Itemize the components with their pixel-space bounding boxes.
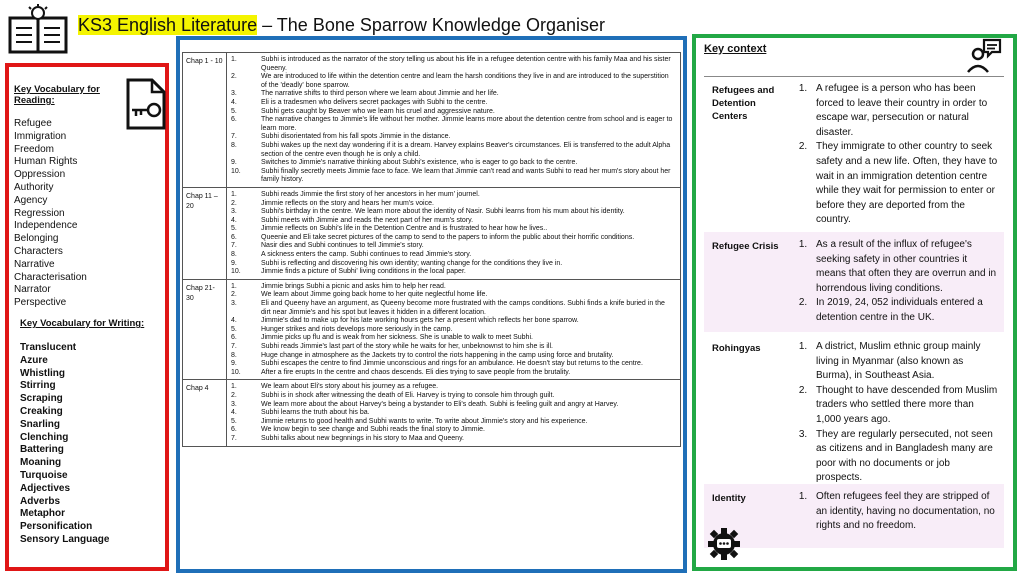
- context-item: [790, 82, 998, 140]
- title-highlight: KS3 English Literature: [78, 15, 258, 35]
- chapter-range: Chap 11 – 20: [183, 187, 227, 279]
- context-item-text: They are regularly persecuted, not seen as citizens and in Bangladesh many are poor with no documents or job prospects.: [816, 428, 993, 484]
- event-text: Jimmie brings Subhi a picnic and asks him to help her read.: [261, 282, 446, 290]
- context-item: [790, 340, 998, 384]
- event-number: 6.: [231, 233, 237, 241]
- event-number: 4.: [231, 98, 237, 106]
- event-item: [231, 369, 674, 378]
- vocab-item: Stirring: [20, 380, 56, 392]
- event-number: 8.: [231, 251, 237, 259]
- timeline-row: [183, 187, 681, 279]
- event-text: Jimmie reflects on Subhi's life in the Detention Centre and is frustrated to hear how he lives..: [261, 225, 548, 233]
- vocab-item: Clenching: [20, 431, 69, 443]
- event-text: We learn about Eli's story about his journey as a refugee.: [261, 383, 439, 391]
- event-number: 7.: [231, 133, 237, 141]
- event-number: 8.: [231, 351, 237, 359]
- event-text: Queenie and Eli take secret pictures of the camp to send to the papers to inform the public about their horrific conditions.: [261, 233, 635, 241]
- event-text: Subhi talks about new begnnings in his story to Maa and Queeny.: [261, 434, 464, 442]
- event-text: Subhi disorientated from his fall spots Jimmie in the distance.: [261, 133, 451, 141]
- vocab-item: Characters: [14, 245, 63, 257]
- event-item: [231, 200, 674, 209]
- event-number: 9.: [231, 259, 237, 267]
- title-rest: – The Bone Sparrow Knowledge Organiser: [257, 15, 605, 35]
- writing-vocab-title: Key Vocabulary for Writing:: [20, 318, 145, 329]
- context-item-text: A district, Muslim ethnic group mainly living in Myanmar (also known as Burma), in Southeast Asia.: [816, 341, 981, 382]
- context-item-text: Often refugees feel they are stripped of an identity, having no documentation, no rights and no freedom.: [816, 491, 995, 532]
- event-number: 10.: [231, 268, 241, 276]
- context-row-rohingyas: [704, 334, 1004, 484]
- event-text: The narrative changes to Jimmie's life without her mother. Jimmie learns more about the detention centre from school and is eager to learn more.: [261, 116, 673, 132]
- context-definitions: [790, 232, 1004, 332]
- event-number: 1.: [231, 190, 237, 198]
- event-text: Subhi is introduced as the narrator of the story telling us about his life in a refugee detention centre with his family Maa and his sister Queeny.: [261, 56, 671, 72]
- vocab-item: Authority: [14, 181, 54, 193]
- event-number: 9.: [231, 360, 237, 368]
- gear-chat-icon: [706, 522, 742, 562]
- vocab-item: Battering: [20, 444, 64, 456]
- vocab-item: Whistling: [20, 367, 65, 379]
- timeline-table: [182, 52, 681, 447]
- event-text: Jimmie finds a picture of Subhi' living conditions in the local paper.: [261, 268, 466, 276]
- context-row-refugees: [704, 76, 1004, 226]
- event-text: Subhi finally secretly meets Jimmie face to face. We learn that Jimmie can't read and wants Subhi to read her mum's story about her family history.: [261, 167, 671, 184]
- event-text: Subhi's birthday in the centre. We learn more about the identity of Nasir. Subhi learns from his mum about his identity.: [261, 208, 625, 216]
- vocab-item: Refugee: [14, 118, 52, 129]
- chapter-events: [227, 279, 681, 380]
- event-text: We learn more about the about Harvey's being a bystander to Eli's death. Subhi is feeling guilt and angry at Harvey.: [261, 400, 619, 408]
- context-item-number: 3.: [798, 428, 808, 440]
- vocab-item: Sensory Language: [20, 533, 110, 545]
- context-item-number: 2.: [798, 141, 808, 153]
- chapter-events: [227, 187, 681, 279]
- event-text: The narrative shifts to third person where we learn about Jimmie and her life.: [261, 90, 499, 98]
- event-number: 7.: [231, 434, 237, 442]
- event-number: 9.: [231, 159, 237, 167]
- vocab-item: Regression: [14, 207, 65, 219]
- event-item: [231, 352, 674, 361]
- event-number: 3.: [231, 400, 237, 408]
- event-number: 4.: [231, 216, 237, 224]
- event-item: [231, 208, 674, 217]
- context-item-text: In 2019, 24, 052 individuals entered a detention centre in the UK.: [816, 297, 983, 323]
- vocab-item: Adjectives: [20, 482, 71, 494]
- vocab-item: Characterisation: [14, 271, 87, 283]
- vocab-item: Moaning: [20, 457, 62, 469]
- event-text: Subhi reads Jimmie's last part of the story while he waits for her, unbeknownst to him she is ill.: [261, 343, 553, 350]
- context-item: [790, 238, 998, 296]
- event-number: 2.: [231, 391, 237, 399]
- event-item: [231, 142, 674, 159]
- event-item: [231, 343, 674, 352]
- event-number: 4.: [231, 317, 237, 325]
- context-item: [790, 384, 998, 428]
- event-item: [231, 392, 674, 401]
- context-item-number: 1.: [798, 491, 808, 502]
- event-item: [231, 217, 674, 226]
- context-definitions: [790, 334, 1004, 484]
- context-item-number: 1.: [798, 239, 808, 250]
- event-number: 5.: [231, 417, 237, 425]
- writing-vocab: [20, 318, 160, 547]
- timeline-row: [183, 53, 681, 188]
- context-item-text: They immigrate to other country to seek safety and a new life. Often, they have to wait in an immigration detention centre while they wait for permission to enter or before they are deported from the country.: [816, 141, 998, 226]
- vocab-item: Adverbs: [20, 495, 61, 507]
- event-number: 2.: [231, 291, 237, 299]
- event-item: [231, 225, 674, 234]
- context-item: [790, 296, 998, 325]
- event-text: Jimmie reflects on the story and hears her mum's voice.: [261, 199, 434, 207]
- vocab-item: Independence: [14, 220, 78, 232]
- event-number: 3.: [231, 208, 237, 216]
- event-number: 5.: [231, 225, 237, 233]
- event-item: [231, 133, 674, 142]
- event-item: [231, 300, 674, 317]
- context-title: Key context: [704, 43, 767, 55]
- event-number: 4.: [231, 409, 237, 417]
- event-text: Huge change in atmosphere as the Jackets try to control the riots happening in the camp using force and brutality.: [261, 351, 614, 359]
- vocab-item: Creaking: [20, 405, 63, 417]
- context-row-refugee-crisis: [704, 232, 1004, 332]
- event-item: [231, 435, 674, 444]
- lightbulb-book-icon: [4, 4, 70, 56]
- event-item: [231, 90, 674, 99]
- chat-person-icon: [962, 36, 1004, 76]
- event-number: 1.: [231, 56, 237, 63]
- context-item-number: 2.: [798, 384, 808, 396]
- event-text: Subhi wakes up the next day wondering if it is a dream. Harvey explains Beaver's circumstances. Eli is transferred to the adult Alpha section of the centre even though he is only a child.: [261, 141, 671, 158]
- event-number: 3.: [231, 300, 237, 308]
- context-term: Rohingyas: [712, 343, 761, 354]
- chapter-events: [227, 53, 681, 188]
- event-item: [231, 56, 674, 73]
- chapter-range: Chap 4: [183, 380, 227, 446]
- event-item: [231, 73, 674, 90]
- vocab-item: Perspective: [14, 297, 67, 309]
- reading-vocab-title: Key Vocabulary for Reading:: [14, 84, 100, 106]
- context-item-text: Thought to have descended from Muslim traders who settled there more than 1,000 years ago.: [816, 384, 998, 425]
- context-term: Refugees and Detention Centers: [712, 85, 775, 122]
- event-item: [231, 99, 674, 108]
- vocab-item: Narrator: [14, 284, 51, 296]
- vocab-item: Agency: [14, 194, 48, 206]
- event-item: [231, 268, 674, 277]
- event-item: [231, 234, 674, 243]
- event-item: [231, 168, 674, 185]
- timeline-row: [183, 279, 681, 380]
- context-item-number: 1.: [798, 341, 808, 352]
- event-number: 2.: [231, 73, 237, 81]
- event-item: [231, 116, 674, 133]
- event-number: 6.: [231, 116, 237, 124]
- event-text: Subhi is in shock after witnessing the death of Eli. Harvey is trying to console him through guilt.: [261, 391, 555, 399]
- event-number: 1.: [231, 282, 237, 290]
- event-text: Subhi is reflecting and discovering his own identity; wanting change for the conditions they live in.: [261, 259, 563, 267]
- event-text: We learn about Jimme going back home to her quite neglectful home life.: [261, 291, 488, 299]
- document-key-icon: [124, 76, 168, 132]
- context-definitions: [790, 76, 1004, 226]
- context-item-text: As a result of the influx of refugee's seeking safety in other countries it means that often they are overrun and in horrendous living conditions.: [816, 239, 997, 294]
- event-number: 10.: [231, 368, 241, 376]
- vocab-item: Metaphor: [20, 508, 65, 520]
- event-item: [231, 360, 674, 369]
- event-text: Subhi learns the truth about his ba.: [261, 409, 370, 417]
- vocab-item: Narrative: [14, 258, 55, 270]
- event-text: We are introduced to life within the detention centre and learn the harsh conditions they live in and are introduced to the superstition of the 'deadly' bone sparrow.: [261, 73, 669, 89]
- event-text: Subhi gets caught by Beaver who we learn his cruel and aggressive nature.: [261, 107, 495, 115]
- event-text: Jimmie's dad to make up for his late working hours gets her a present which reflects her bone sparrow.: [261, 317, 579, 325]
- event-text: A sickness enters the camp. Subhi continues to read Jimmie's story.: [261, 251, 472, 259]
- event-item: [231, 242, 674, 251]
- writing-vocab-list: [20, 342, 160, 547]
- vocab-item: Turquoise: [20, 469, 68, 481]
- event-item: [231, 317, 674, 326]
- reading-vocab-list: [14, 118, 134, 310]
- event-item: [231, 291, 674, 300]
- context-item-number: 1.: [798, 83, 808, 94]
- context-item-text: A refugee is a person who has been forced to leave their country in order to escape war, persecution or natural disaster.: [816, 83, 988, 138]
- event-item: [231, 326, 674, 335]
- event-number: 10.: [231, 167, 241, 175]
- event-text: After a fire erupts In the centre and chaos descends. Eli dies trying to save people from the brutality.: [261, 368, 571, 376]
- context-item: [790, 490, 998, 534]
- context-item-number: 2.: [798, 297, 808, 309]
- event-item: [231, 108, 674, 117]
- event-item: [231, 191, 674, 200]
- context-term: Refugee Crisis: [712, 241, 779, 252]
- vocab-item: Personification: [20, 521, 93, 533]
- event-text: Eli is a tradesmen who delivers secret packages with Subhi to the centre.: [261, 98, 488, 106]
- chapter-events: [227, 380, 681, 446]
- context-row-identity: [704, 484, 1004, 548]
- chapter-range: Chap 1 - 10: [183, 53, 227, 188]
- event-text: Jimmie returns to good health and Subhi wants to write. To write about Jimmie's story and his experience.: [261, 417, 588, 425]
- event-number: 6.: [231, 334, 237, 342]
- event-number: 8.: [231, 141, 237, 149]
- event-number: 7.: [231, 343, 237, 350]
- event-item: [231, 409, 674, 418]
- vocab-item: Human Rights: [14, 156, 78, 168]
- context-term: Identity: [712, 493, 746, 504]
- vocab-item: Freedom: [14, 143, 55, 155]
- event-text: Eli and Queeny have an argument, as Queeny become more frustrated with the camps conditions. Subhi finds a knife buried in the dirt near Jimmie's and his spot but leaves it hidden in a different location.: [261, 300, 665, 316]
- event-item: [231, 334, 674, 343]
- event-text: Subhi escapes the centre to find Jimmie unconscious and rings for an ambulance. He doesn't stay but returns to the centre.: [261, 360, 643, 368]
- chapter-range: Chap 21- 30: [183, 279, 227, 380]
- timeline-row: [183, 380, 681, 446]
- vocab-item: Snarling: [20, 418, 61, 430]
- event-item: [231, 383, 674, 392]
- event-text: Subhi reads Jimmie the first story of her ancestors in her mum' journel.: [261, 190, 480, 198]
- event-text: Nasir dies and Subhi continues to tell Jimmie's story.: [261, 242, 424, 250]
- event-number: 1.: [231, 383, 237, 391]
- event-text: We know begin to see change and Subhi reads the final story to Jimmie.: [261, 426, 485, 434]
- event-number: 7.: [231, 242, 237, 250]
- vocab-item: Immigration: [14, 130, 67, 142]
- reading-vocab: [14, 84, 134, 310]
- event-item: [231, 283, 674, 292]
- page-title: [78, 12, 605, 38]
- event-text: Jimmie picks up flu and is weak from her sickness. She is unable to walk to meet Subhi.: [261, 334, 533, 342]
- event-item: [231, 260, 674, 269]
- event-item: [231, 426, 674, 435]
- vocab-item: Azure: [20, 354, 48, 366]
- vocab-item: Translucent: [20, 342, 77, 353]
- event-text: Subhi meets with Jimmie and reads the next part of her mum's story.: [261, 216, 474, 224]
- vocab-item: Belonging: [14, 233, 59, 245]
- vocab-item: Scraping: [20, 393, 63, 405]
- event-item: [231, 401, 674, 410]
- event-number: 5.: [231, 325, 237, 333]
- context-definitions: [790, 484, 1004, 548]
- event-item: [231, 418, 674, 427]
- event-item: [231, 251, 674, 260]
- vocab-item: Oppression: [14, 169, 66, 181]
- event-number: 3.: [231, 90, 237, 98]
- event-number: 6.: [231, 426, 237, 434]
- event-text: Hunger strikes and riots develops more seriously in the camp.: [261, 325, 453, 333]
- event-number: 5.: [231, 107, 237, 115]
- context-item: [790, 428, 998, 486]
- event-text: Switches to Jimmie's narrative thinking about Subhi's existence, who is eager to go back to the centre.: [261, 159, 578, 167]
- event-item: [231, 159, 674, 168]
- context-item: [790, 140, 998, 228]
- event-number: 2.: [231, 199, 237, 207]
